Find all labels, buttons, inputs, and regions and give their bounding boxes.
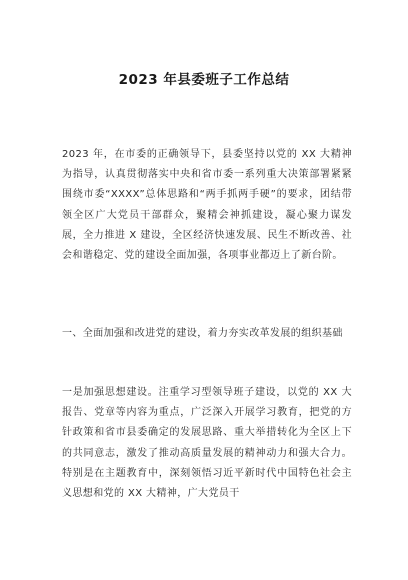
paragraph-intro: 2023 年，在市委的正确领导下，县委坚持以党的 XX 大精神为指导，认真贯彻落实中央和省市委一系列重大决策部署紧紧围绕市委“XXXX”总体思路和“两手抓两手硬”的要求，团结带领全区广大党员干部群众，聚精会神抓建设，凝心聚力谋发展，全力推进 X 建设，全区经济快速发展、民生不断改善、社会和谐稳定、党的建设全面加强，各项事业都迈上了新台阶。 — [62, 149, 352, 262]
paragraph-ideological-building: 一是加强思想建设。注重学习型领导班子建设，以党的 XX 大报告、党章等内容为重点，广泛深入开展学习教育，把党的方针政策和省市县委确定的发展思路、重大举措转化为全区上下的共同意志，激发了推动高质量发展的精神动力和强大合力。特别是在主题教育中，深刻领悟习近平新时代中国特色社会主义思想和党的 XX 大精神，广大党员干 — [62, 387, 352, 500]
section-heading-1: 一、全面加强和改进党的建设，着力夯实改革发展的组织基础 — [62, 328, 343, 339]
document-title: 2023 年县委班子工作总结 — [118, 72, 290, 88]
